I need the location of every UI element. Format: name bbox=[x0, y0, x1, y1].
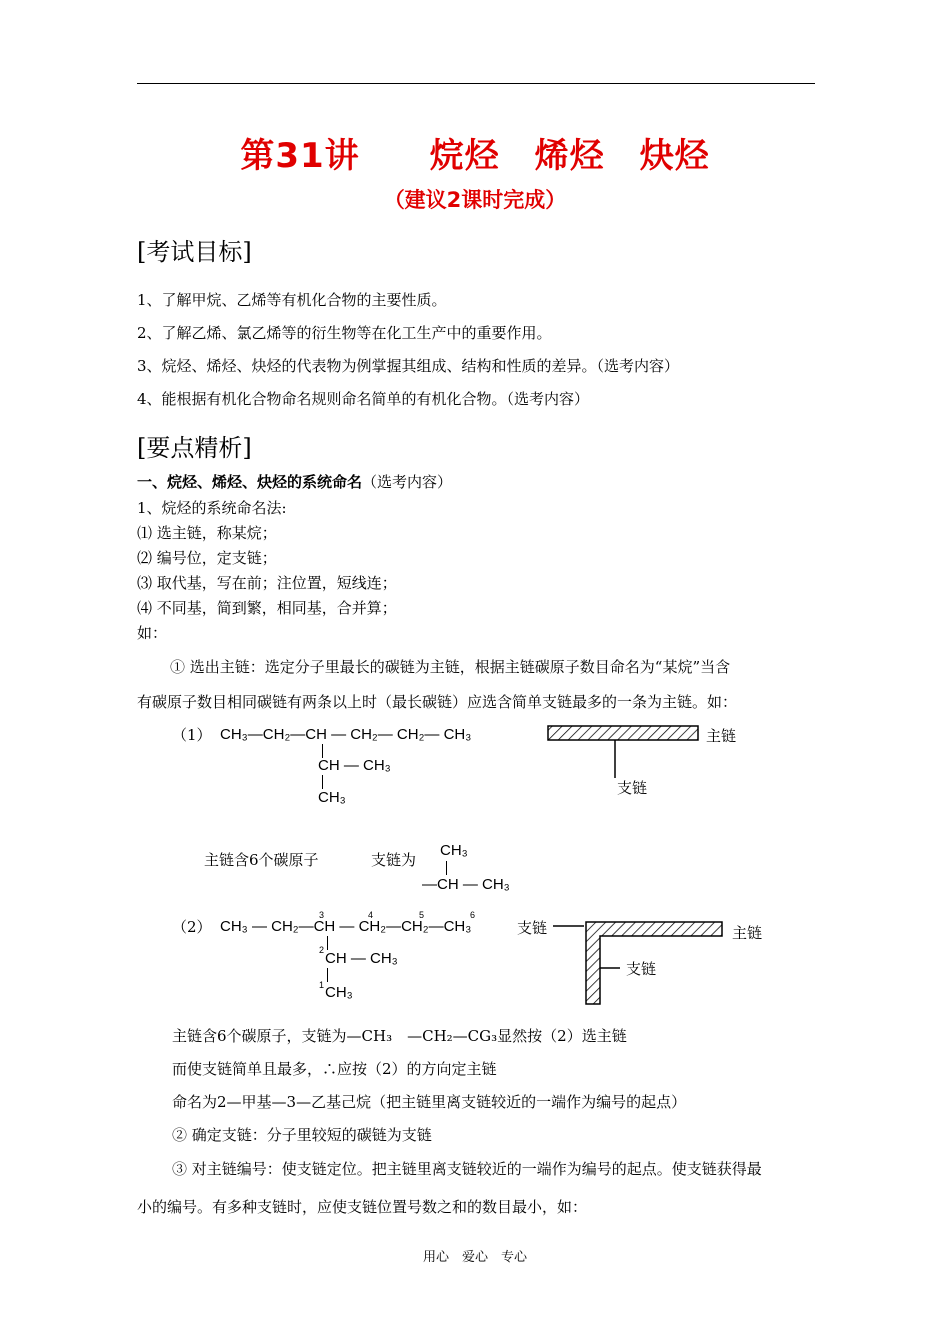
header-rule bbox=[137, 83, 815, 84]
formula-branch: CH₃ bbox=[318, 789, 346, 806]
paragraph: ① 选出主链：选定分子里最长的碳链为主链，根据主链碳原子数目命名为“某烷”当含 bbox=[170, 658, 731, 676]
carbon-number: 6 bbox=[470, 910, 476, 920]
subsection-title: 一、烷烃、烯烃、炔烃的系统命名 bbox=[137, 473, 363, 491]
subsection-note: （选考内容） bbox=[362, 473, 453, 491]
carbon-number: 2 bbox=[319, 945, 325, 955]
bond-line bbox=[327, 936, 328, 950]
formula-main-chain: CH₃ — CH₂—CH — CH₂—CH₂—CH₃ bbox=[220, 918, 472, 935]
paragraph: ② 确定支链：分子里较短的碳链为支链 bbox=[172, 1126, 432, 1144]
main-chain-bar bbox=[548, 726, 698, 740]
paragraph: ③ 对主链编号：使支链定位。把主链里离支链较近的一端作为编号的起点。使支链获得最 bbox=[172, 1160, 762, 1178]
branch-label: 支链 bbox=[617, 779, 648, 797]
carbon-number: 4 bbox=[368, 910, 374, 920]
example-label: （1） bbox=[172, 726, 212, 744]
paragraph: 小的编号。有多种支链时，应使支链位置号数之和的数目最小，如： bbox=[137, 1198, 588, 1216]
paragraph: 主链含6个碳原子，支链为—CH₃ —CH₂—CG₃显然按（2）选主链 bbox=[172, 1027, 627, 1045]
carbon-number: 1 bbox=[319, 980, 325, 990]
main-chain-label: 主链 bbox=[706, 727, 737, 745]
goal-item: 2、了解乙烯、氯乙烯等的衍生物等在化工生产中的重要作用。 bbox=[137, 324, 552, 342]
section-heading-goals: [考试目标] bbox=[137, 238, 252, 266]
example-note: 支链为 bbox=[371, 851, 417, 869]
goal-item: 4、能根据有机化合物命名规则命名简单的有机化合物。（选考内容） bbox=[137, 390, 590, 408]
example-label: （2） bbox=[172, 918, 212, 936]
branch-label: 支链 bbox=[626, 960, 657, 978]
section-heading-analysis: [要点精析] bbox=[137, 434, 252, 462]
main-chain-label: 主链 bbox=[732, 924, 763, 942]
example-note: 主链含6个碳原子 bbox=[204, 851, 319, 869]
rule-line: 1、烷烃的系统命名法: bbox=[137, 499, 287, 517]
formula-branch: CH — CH₃ bbox=[318, 757, 391, 774]
rule-line: ⑴ 选主链，称某烷； bbox=[137, 524, 277, 542]
rule-line: ⑶ 取代基，写在前；注位置，短线连； bbox=[137, 574, 397, 592]
subsection-heading bbox=[137, 471, 452, 492]
goal-item: 3、烷烃、烯烃、炔烃的代表物为例掌握其组成、结构和性质的差异。（选考内容） bbox=[137, 357, 680, 375]
paragraph: 有碳原子数目相同碳链有两条以上时（最长碳链）应选含简单支链最多的一条为主链。如： bbox=[137, 693, 738, 711]
goal-item: 1、了解甲烷、乙烯等有机化合物的主要性质。 bbox=[137, 291, 447, 309]
rule-line: ⑷ 不同基，简到繁，相同基，合并算； bbox=[137, 599, 397, 617]
page-footer: 用心 爱心 专心 bbox=[422, 1250, 527, 1265]
paragraph: 命名为2—甲基—3—乙基己烷（把主链里离支链较近的一端作为编号的起点） bbox=[172, 1093, 687, 1111]
formula-branch: CH — CH₃ bbox=[325, 950, 398, 967]
paragraph: 而使支链简单且最多，∴应按（2）的方向定主链 bbox=[172, 1060, 497, 1078]
branch-formula-top: CH₃ bbox=[440, 842, 468, 859]
rule-line: ⑵ 编号位，定支链； bbox=[137, 549, 277, 567]
branch-label: 支链 bbox=[517, 919, 548, 937]
bond-line bbox=[446, 861, 447, 875]
rule-line: 如： bbox=[137, 624, 168, 642]
page-subtitle: （建议2课时完成） bbox=[383, 188, 567, 212]
carbon-number: 3 bbox=[319, 910, 325, 920]
page-title: 第31讲 烷烃 烯烃 炔烃 bbox=[240, 136, 710, 176]
bond-line bbox=[327, 968, 328, 982]
formula-main-chain: CH₃—CH₂—CH — CH₂— CH₂— CH₃ bbox=[220, 726, 472, 743]
formula-branch: CH₃ bbox=[325, 984, 353, 1001]
bond-line bbox=[322, 744, 323, 758]
carbon-number: 5 bbox=[419, 910, 425, 920]
branch-formula: —CH — CH₃ bbox=[422, 876, 510, 893]
bond-line bbox=[322, 775, 323, 789]
